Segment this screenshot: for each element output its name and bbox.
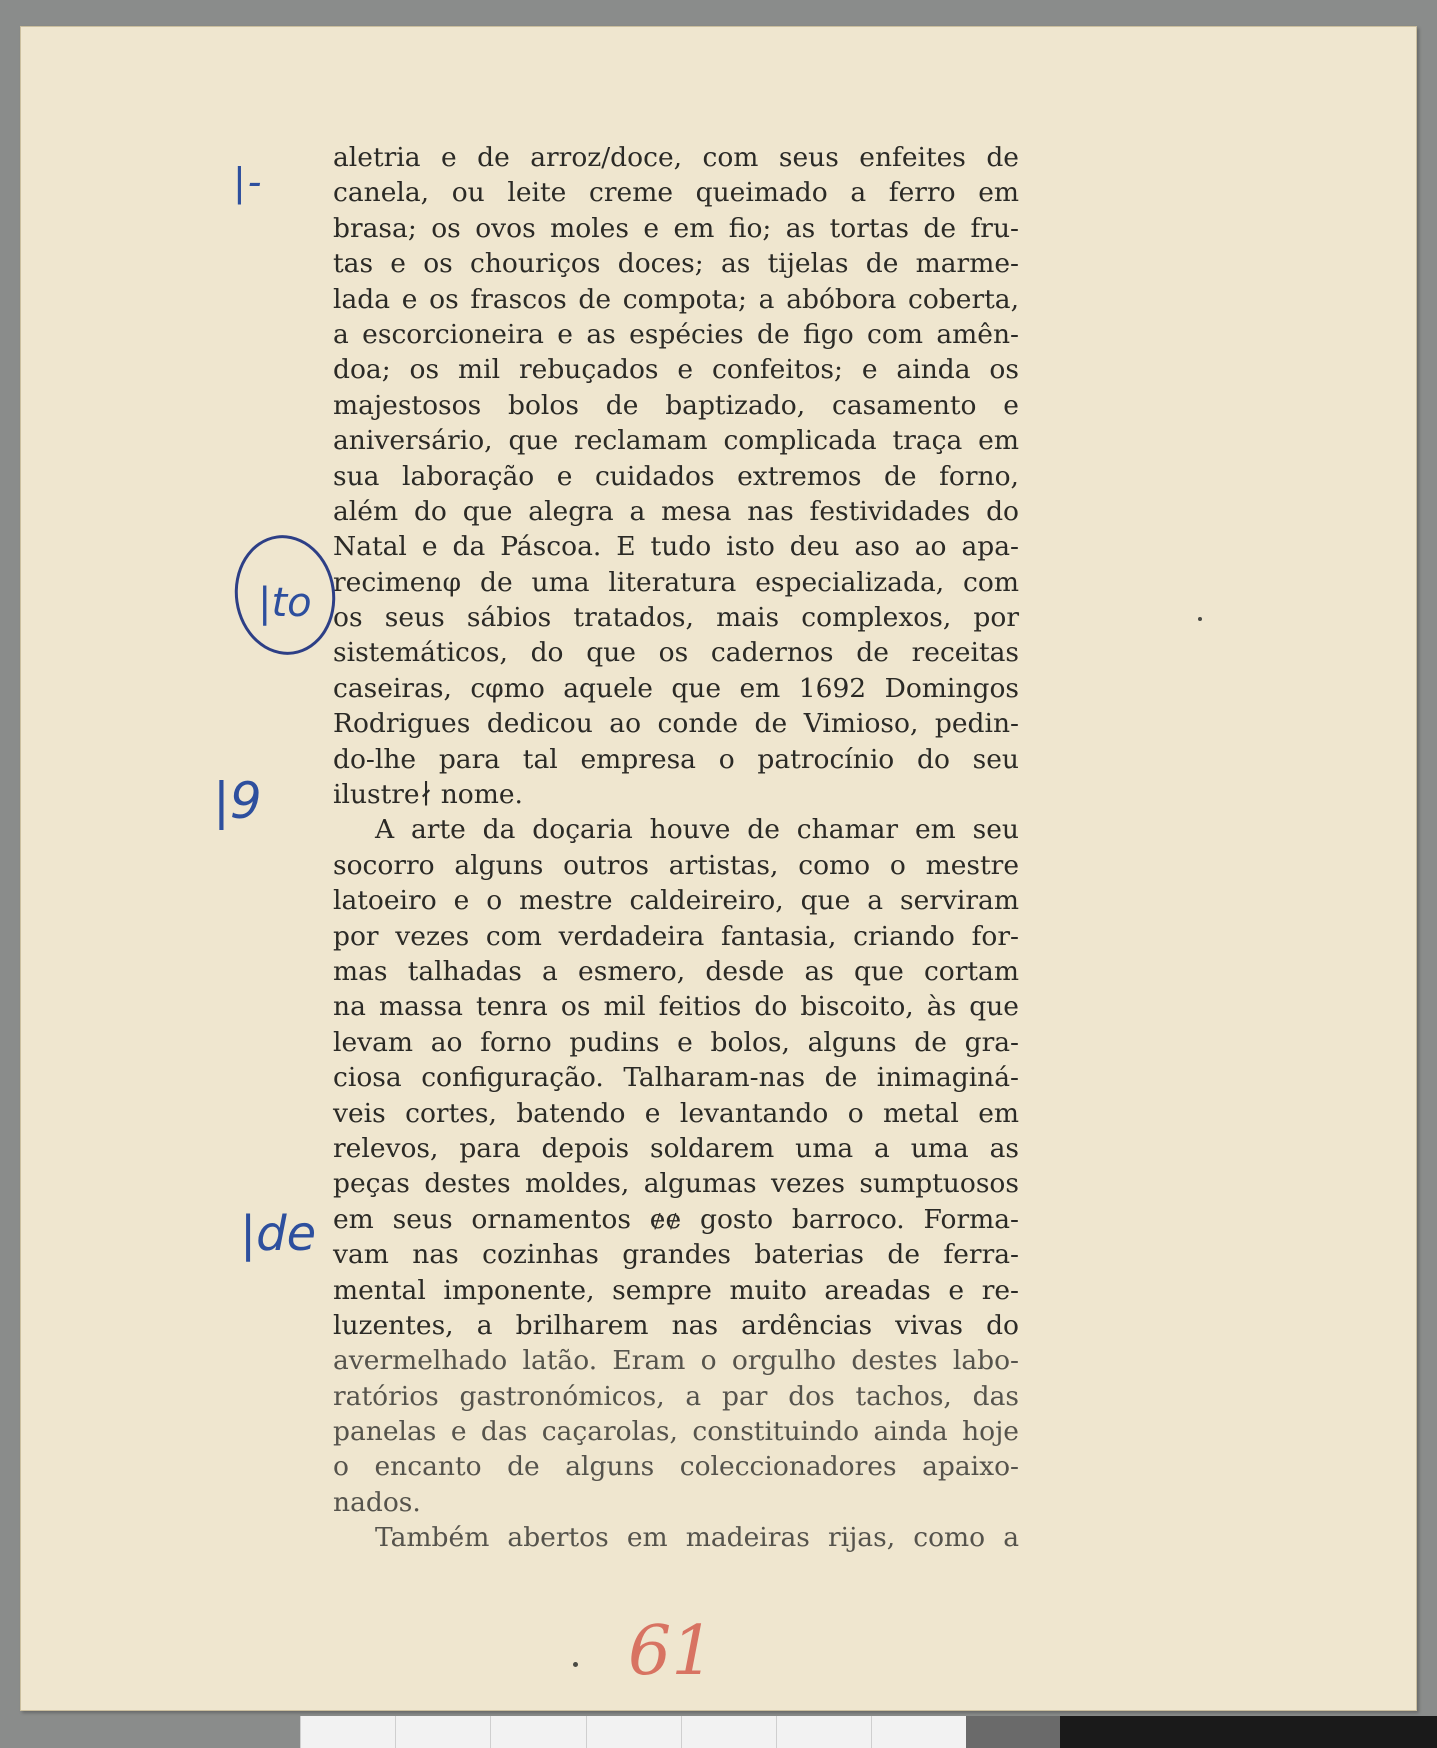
text-line: ciosa configuração. Talharam-nas de inimaginá- [333, 1062, 1019, 1094]
ruler-segment [966, 1716, 1060, 1748]
text-line: ilustre∤ nome. [333, 779, 523, 811]
text-line: luzentes, a brilharem nas ardências vivas do [333, 1309, 1019, 1341]
text-line: doa; os mil rebuçados e confeitos; e ainda os [333, 354, 1019, 386]
margin-note-de: |de [240, 1206, 317, 1262]
text-line: majestosos bolos de baptizado, casamento e [333, 389, 1019, 421]
ink-speck [573, 1662, 578, 1667]
ruler-segment [300, 1716, 395, 1748]
color-calibration-strip [300, 1716, 1437, 1748]
ruler-segment [681, 1716, 776, 1748]
text-line: panelas e das caçarolas, constituindo ainda hoje [333, 1416, 1019, 1448]
text-line: mental imponente, sempre muito areadas e re- [333, 1274, 1019, 1306]
text-line: socorro alguns outros artistas, como o mestre [333, 849, 1019, 881]
text-line: canela, ou leite creme queimado a ferro em [333, 177, 1019, 209]
text-line: vam nas cozinhas grandes baterias de ferra- [333, 1239, 1019, 1271]
text-line: avermelhado latão. Eram o orgulho destes labo- [333, 1345, 1019, 1377]
text-line: na massa tenra os mil feitios do biscoito, às que [333, 991, 1019, 1023]
text-line: sistemáticos, do que os cadernos de receitas [333, 637, 1019, 669]
text-line: mas talhadas a esmero, desde as que cortam [333, 955, 1019, 987]
text-line: nados. [333, 1486, 421, 1518]
text-line: caseiras, cφmo aquele que em 1692 Domingos [333, 672, 1019, 704]
page-number: 61 [628, 1612, 715, 1691]
text-line: levam ao forno pudins e bolos, alguns de gra- [333, 1026, 1019, 1058]
body-text [333, 140, 1019, 1556]
ruler-segment [776, 1716, 871, 1748]
text-line: brasa; os ovos moles e em fio; as tortas de fru- [333, 212, 1019, 244]
ruler-segment [1155, 1716, 1249, 1748]
ruler-segment [490, 1716, 585, 1748]
ruler-segment [1060, 1716, 1154, 1748]
text-line: sua laboração e cuidados extremos de forno, [333, 460, 1019, 492]
text-line: ratórios gastronómicos, a par dos tachos, das [333, 1380, 1019, 1412]
text-line: Também abertos em madeiras rijas, como a [375, 1522, 1019, 1554]
ruler-segment [395, 1716, 490, 1748]
text-line: lada e os frascos de compota; a abóbora coberta, [333, 283, 1019, 315]
margin-note-nineteen: |9 [213, 772, 262, 830]
text-line: por vezes com verdadeira fantasia, criando for- [333, 920, 1019, 952]
text-line: recimenφ de uma literatura especializada, com [333, 566, 1019, 598]
ruler-segment [871, 1716, 966, 1748]
text-line: a escorcioneira e as espécies de figo com amên- [333, 318, 1019, 350]
text-line: latoeiro e o mestre caldeireiro, que a serviram [333, 885, 1019, 917]
ruler-segment [1249, 1716, 1343, 1748]
text-line: Natal e da Páscoa. E tudo isto deu aso ao apa- [333, 531, 1019, 563]
ruler-segment [586, 1716, 681, 1748]
text-line: além do que alegra a mesa nas festividades do [333, 495, 1019, 527]
text-line: o encanto de alguns coleccionadores apaixo- [333, 1451, 1019, 1483]
text-line: A arte da doçaria houve de chamar em seu [375, 814, 1019, 846]
text-line: aniversário, que reclamam complicada traça em [333, 425, 1019, 457]
text-line: veis cortes, batendo e levantando o metal em [333, 1097, 1019, 1129]
text-line: tas e os chouriços doces; as tijelas de marme- [333, 248, 1019, 280]
text-line: Rodrigues dedicou ao conde de Vimioso, pedin- [333, 708, 1019, 740]
text-line: em seus ornamentos ɇɇ gosto barroco. Forma- [333, 1203, 1019, 1235]
text-line: peças destes moldes, algumas vezes sumptuosos [333, 1168, 1019, 1200]
text-line: relevos, para depois soldarem uma a uma as [333, 1132, 1019, 1164]
ink-speck [1198, 617, 1202, 621]
margin-note-dash: |- [233, 160, 264, 204]
text-line: do-lhe para tal empresa o patrocínio do seu [333, 743, 1019, 775]
text-line: os seus sábios tratados, mais complexos, por [333, 602, 1019, 634]
ruler-segment [1343, 1716, 1437, 1748]
text-line: aletria e de arroz/doce, com seus enfeites de [333, 142, 1019, 173]
margin-note-ito: |to [258, 580, 312, 626]
